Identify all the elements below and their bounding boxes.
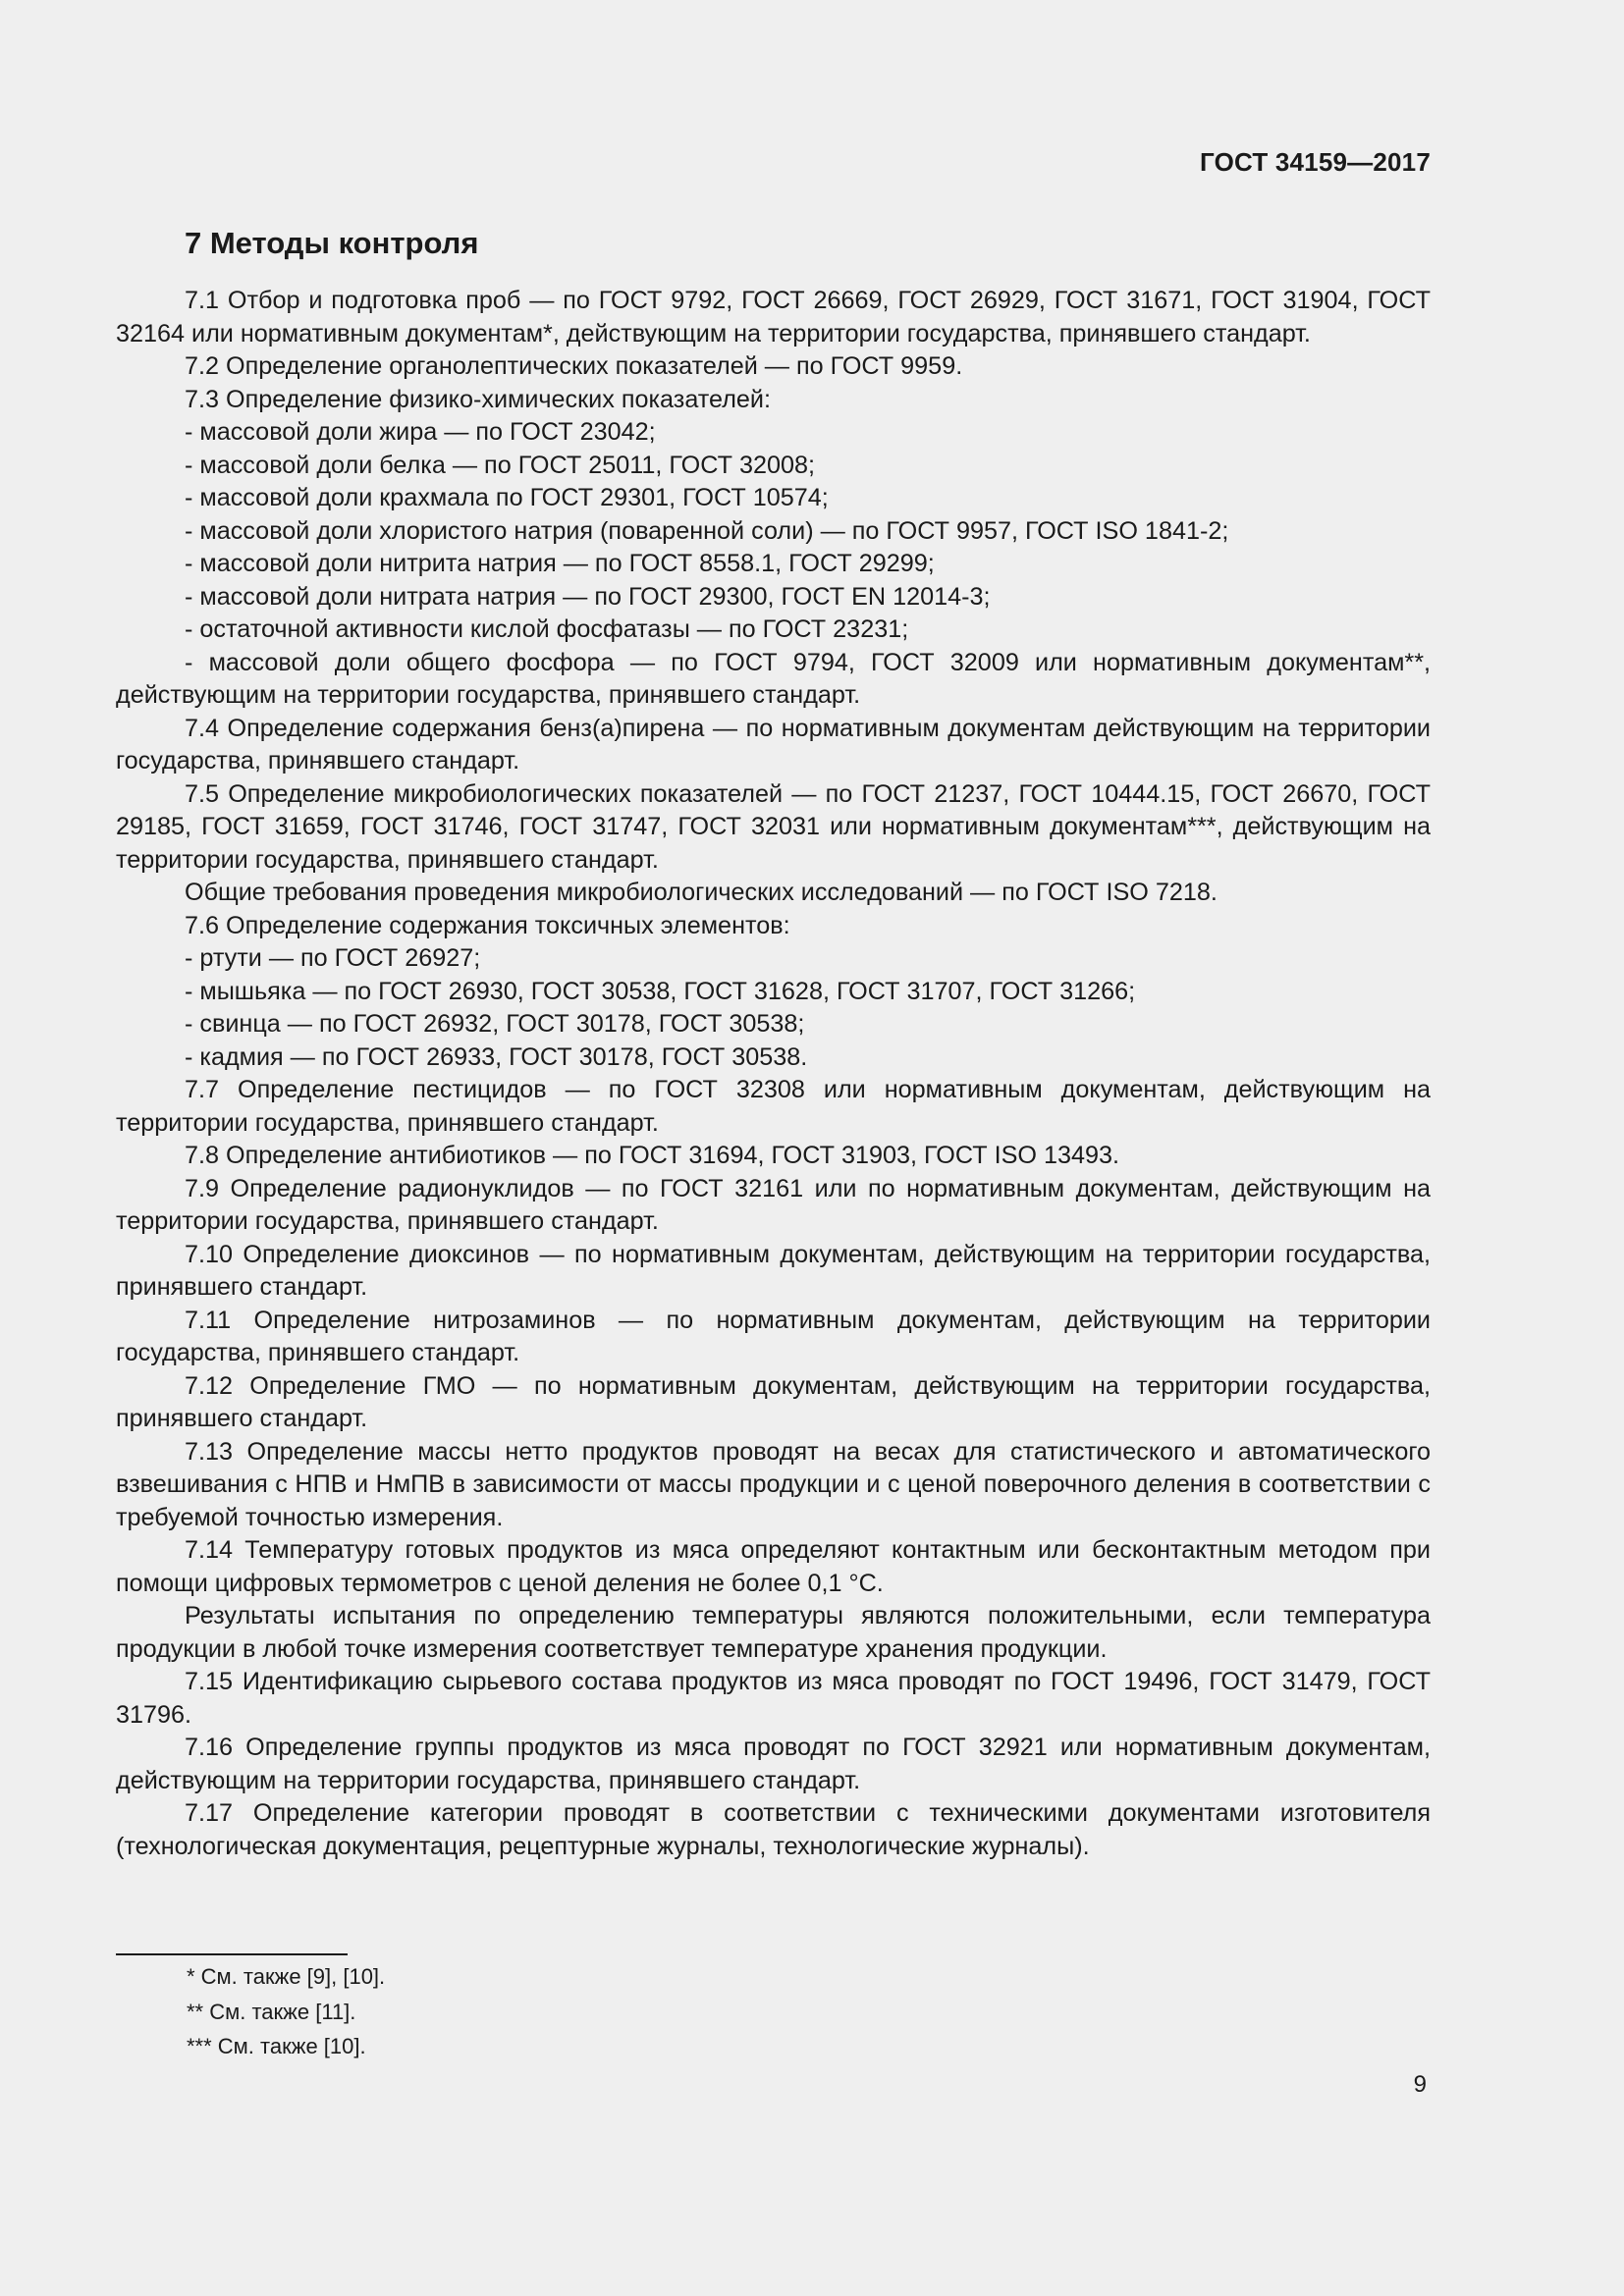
paragraph-7-17: 7.17 Определение категории проводят в соответствии с техническими документами изготовителя (технологическая документация, рецептурные журналы, технологические журналы). xyxy=(116,1799,1431,1860)
paragraph-7-10: 7.10 Определение диоксинов — по нормативным документам, действующим на территории государства, принявшего стандарт. xyxy=(116,1240,1431,1301)
paragraph-7-9: 7.9 Определение радионуклидов — по ГОСТ 32161 или по нормативным документам, действующим на территории государства, принявшего стандарт. xyxy=(116,1174,1431,1235)
paragraph-7-1: 7.1 Отбор и подготовка проб — по ГОСТ 9792, ГОСТ 26669, ГОСТ 26929, ГОСТ 31671, ГОСТ 31904, ГОСТ 32164 или нормативным документам*, действующим на территории государства, принявшего стандарт. xyxy=(116,287,1431,347)
list-item: - массовой доли белка — по ГОСТ 25011, ГОСТ 32008; xyxy=(185,451,816,479)
paragraph-7-14: 7.14 Температуру готовых продуктов из мяса определяют контактным или бесконтактным методом при помощи цифровых термометров с ценой деления не более 0,1 °С. xyxy=(116,1536,1431,1597)
paragraph-7-16: 7.16 Определение группы продуктов из мяса проводят по ГОСТ 32921 или нормативным документам, действующим на территории государства, принявшего стандарт. xyxy=(116,1734,1431,1794)
paragraph-7-13: 7.13 Определение массы нетто продуктов проводят на весах для статистического и автоматического взвешивания с НПВ и НмПВ в зависимости от массы продукции и с ценой поверочного деления в соответствии с требуемой точностью измерения. xyxy=(116,1437,1431,1531)
list-item: - кадмия — по ГОСТ 26933, ГОСТ 30178, ГОСТ 30538. xyxy=(185,1042,808,1071)
paragraph-7-11: 7.11 Определение нитрозаминов — по нормативным документам, действующим на территории государства, принявшего стандарт. xyxy=(116,1306,1431,1366)
list-item: - массовой доли нитрита натрия — по ГОСТ 8558.1, ГОСТ 29299; xyxy=(185,550,935,577)
list-item: - мышьяка — по ГОСТ 26930, ГОСТ 30538, ГОСТ 31628, ГОСТ 31707, ГОСТ 31266; xyxy=(185,977,1136,1005)
list-item: - массовой доли крахмала по ГОСТ 29301, ГОСТ 10574; xyxy=(185,484,829,511)
paragraph-7-6: 7.6 Определение содержания токсичных элементов: xyxy=(185,911,790,939)
paragraph-7-2: 7.2 Определение органолептических показателей — по ГОСТ 9959. xyxy=(185,352,963,380)
footnote-divider xyxy=(116,1953,348,1955)
footnote-item: *** См. также [10]. xyxy=(187,2034,366,2058)
list-item: - ртути — по ГОСТ 26927; xyxy=(185,944,481,972)
document-id-header: ГОСТ 34159—2017 xyxy=(1200,147,1431,177)
list-item: - свинца — по ГОСТ 26932, ГОСТ 30178, ГОСТ 30538; xyxy=(185,1010,805,1038)
paragraph-7-4: 7.4 Определение содержания бенз(а)пирена — по нормативным документам действующим на территории государства, принявшего стандарт. xyxy=(116,714,1431,774)
paragraph-7-7: 7.7 Определение пестицидов — по ГОСТ 32308 или нормативным документам, действующим на территории государства, принявшего стандарт. xyxy=(116,1076,1431,1137)
paragraph-7-5: 7.5 Определение микробиологических показателей — по ГОСТ 21237, ГОСТ 10444.15, ГОСТ 26670, ГОСТ 29185, ГОСТ 31659, ГОСТ 31746, ГОСТ 31747, ГОСТ 32031 или нормативным документам***, действующим на территории государства, принявшего стандарт. xyxy=(116,779,1431,874)
section-body xyxy=(116,285,1431,1863)
footnote-item: ** См. также [11]. xyxy=(187,1999,356,2024)
list-item: - массовой доли нитрата натрия — по ГОСТ 29300, ГОСТ EN 12014-3; xyxy=(185,582,991,611)
paragraph-7-12: 7.12 Определение ГМО — по нормативным документам, действующим на территории государства, принявшего стандарт. xyxy=(116,1371,1431,1432)
paragraph-7-15: 7.15 Идентификацию сырьевого состава продуктов из мяса проводят по ГОСТ 19496, ГОСТ 31479, ГОСТ 31796. xyxy=(116,1668,1431,1729)
page-number: 9 xyxy=(1413,2071,1427,2098)
paragraph-temperature-results: Результаты испытания по определению температуры являются положительными, если температура продукции в любой точке измерения соответствует температуре хранения продукции. xyxy=(116,1602,1431,1663)
list-item: - массовой доли общего фосфора — по ГОСТ 9794, ГОСТ 32009 или нормативным документам**, действующим на территории государства, принявшего стандарт. xyxy=(116,648,1431,709)
footnotes xyxy=(187,1959,385,2064)
footnote-item: * См. также [9], [10]. xyxy=(187,1964,386,1989)
paragraph-7-8: 7.8 Определение антибиотиков — по ГОСТ 31694, ГОСТ 31903, ГОСТ ISO 13493. xyxy=(185,1142,1120,1169)
list-item: - остаточной активности кислой фосфатазы — по ГОСТ 23231; xyxy=(185,615,909,643)
paragraph-general-requirements: Общие требования проведения микробиологических исследований — по ГОСТ ISO 7218. xyxy=(185,879,1218,906)
list-item: - массовой доли хлористого натрия (поваренной соли) — по ГОСТ 9957, ГОСТ ISO 1841-2; xyxy=(185,516,1229,545)
list-item: - массовой доли жира — по ГОСТ 23042; xyxy=(185,418,656,446)
section-title: 7 Методы контроля xyxy=(185,226,479,260)
paragraph-7-3: 7.3 Определение физико-химических показателей: xyxy=(185,385,771,413)
